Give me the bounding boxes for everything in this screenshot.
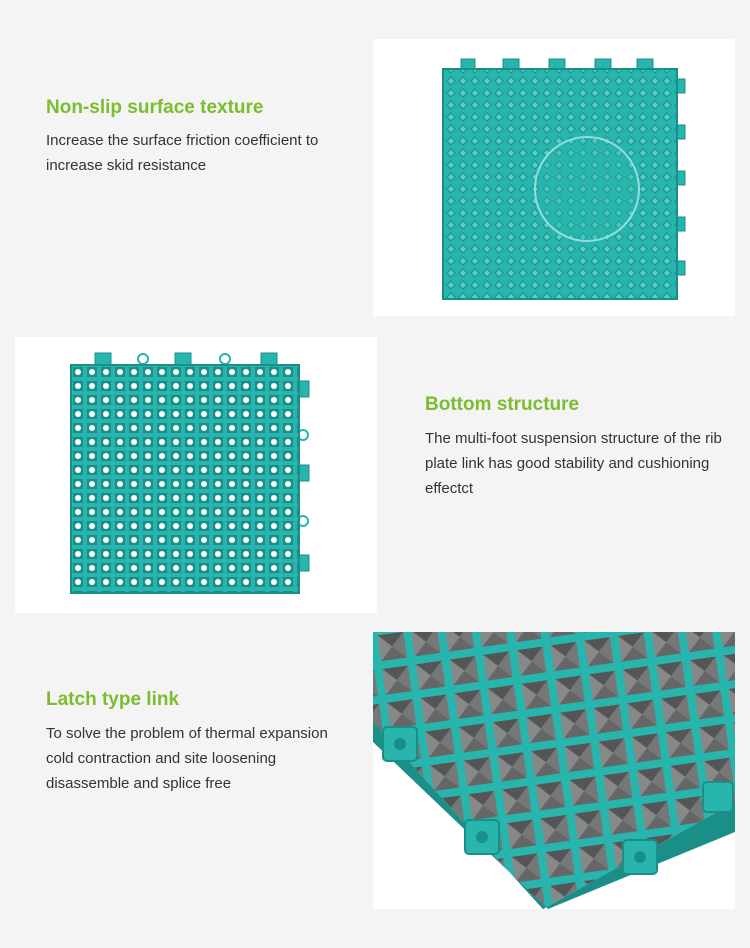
section-3-title: Latch type link <box>46 689 180 710</box>
tile-bottom-structure-photo <box>15 337 377 613</box>
tile-top-surface-photo <box>373 39 735 316</box>
tile-bottom-structure-image <box>15 337 377 613</box>
section-2-title: Bottom structure <box>425 394 580 415</box>
tile-latch-closeup-image <box>373 632 735 909</box>
tile-latch-closeup-photo <box>373 632 735 909</box>
section-1-description: Increase the surface friction coefficient to increase skid resistance <box>46 132 319 174</box>
section-2-description: The multi-foot suspension structure of the rib plate link has good stability and cushioning effectct <box>425 430 722 497</box>
tile-top-surface-image <box>373 39 735 316</box>
section-1-title: Non-slip surface texture <box>46 97 264 118</box>
section-3-description: To solve the problem of thermal expansion cold contraction and site loosening disassemble and splice free <box>46 725 328 792</box>
